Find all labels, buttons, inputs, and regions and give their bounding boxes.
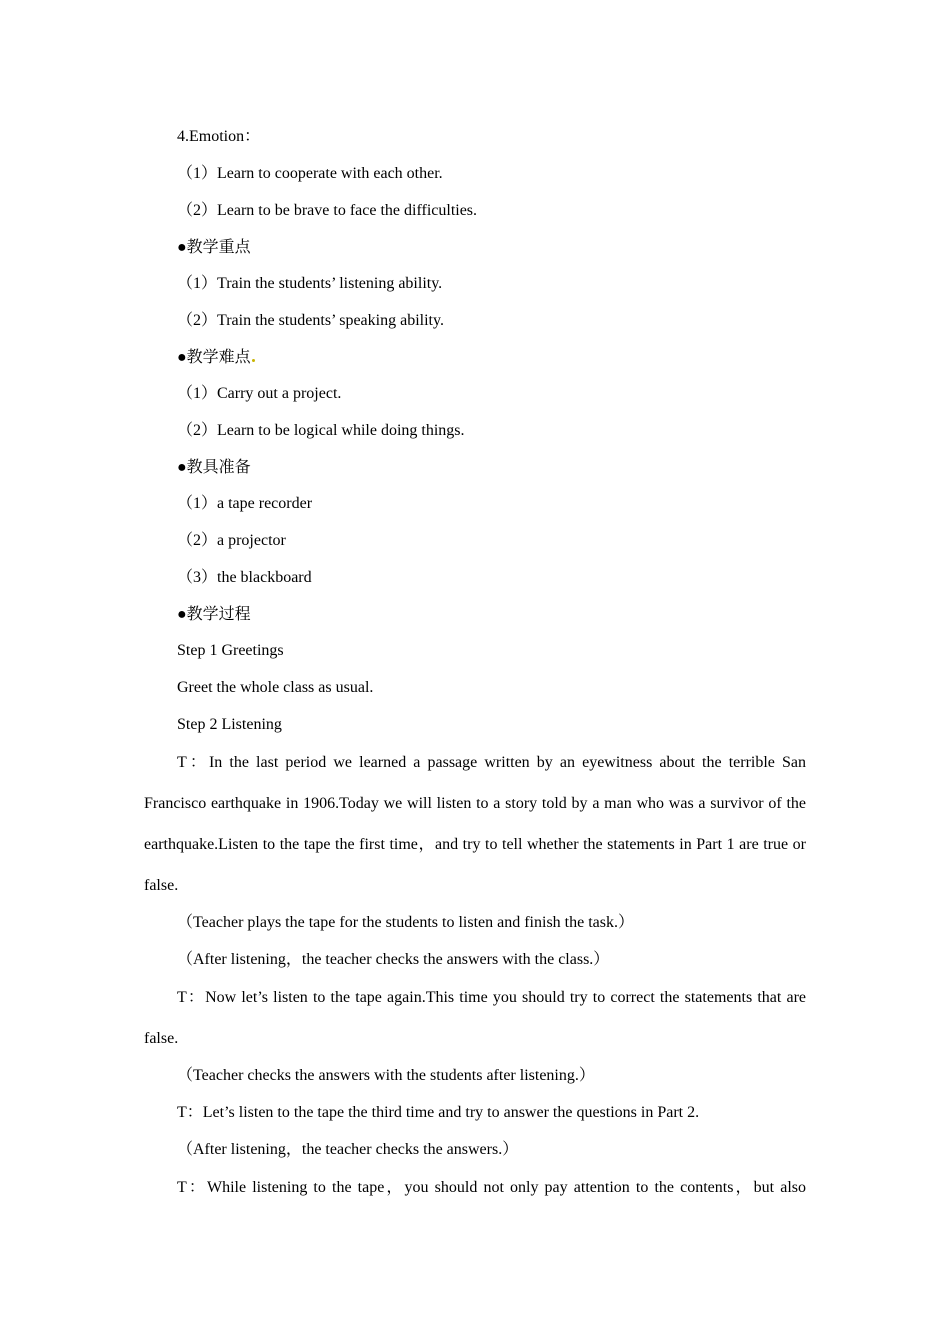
teacher-note-4: （After listening，the teacher checks the answers.） [177,1141,519,1158]
listening-paragraph-1: T：In the last period we learned a passage written by an eyewitness about the terrible San Francisco earthquake in 1906.Today we will listen to a story told by a man who was a survivor of the earthquake.Listen to the tape the first time，and try to tell whether the statements in Part 1 are true or false. [144,754,806,894]
step1-title: Step 1 Greetings [177,642,284,659]
aids-item-1: （1）a tape recorder [177,495,313,512]
teacher-note-3: （Teacher checks the answers with the students after listening.） [177,1067,595,1084]
listening-paragraph-2: T：Now let’s listen to the tape again.This time you should try to correct the statements that are false. [144,989,806,1047]
aids-heading: ●教具准备 [177,459,251,476]
procedure-heading: ●教学过程 [177,606,251,623]
difficult-points-heading: ●教学难点 [177,349,251,366]
difficult-points-heading-line [177,348,255,368]
aids-item-2: （2）a projector [177,532,286,549]
key-points-heading: ●教学重点 [177,239,251,256]
emotion-heading: 4.Emotion： [177,128,261,145]
difficult-points-item-1: （1）Carry out a project. [177,385,342,402]
emotion-item-2: （2）Learn to be brave to face the difficulties. [177,202,478,219]
teacher-note-1: （Teacher plays the tape for the students to listen and finish the task.） [177,914,634,931]
step2-title: Step 2 Listening [177,716,282,733]
listening-paragraph-3: T：Let’s listen to the tape the third time and try to answer the questions in Part 2. [177,1104,700,1121]
key-points-item-1: （1）Train the students’ listening ability. [177,275,443,292]
key-points-item-2: （2）Train the students’ speaking ability. [177,312,444,329]
teacher-note-2: （After listening，the teacher checks the answers with the class.） [177,951,610,968]
difficult-points-item-2: （2）Learn to be logical while doing things. [177,422,465,439]
step1-text: Greet the whole class as usual. [177,679,374,696]
listening-paragraph-4: T：While listening to the tape，you should not only pay attention to the contents，but also [177,1179,806,1196]
emotion-item-1: （1）Learn to cooperate with each other. [177,165,443,182]
aids-item-3: （3）the blackboard [177,569,312,586]
mark-dot [252,359,255,362]
